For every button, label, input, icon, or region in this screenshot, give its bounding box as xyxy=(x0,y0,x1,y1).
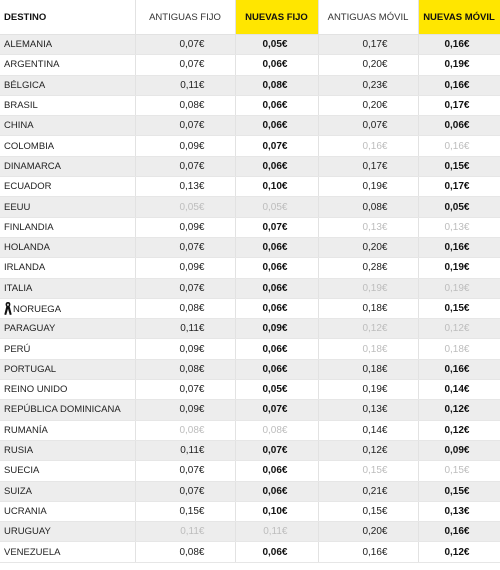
destino-cell xyxy=(0,35,135,55)
nuevas-fijo-cell: 0,05€ xyxy=(235,35,318,55)
nuevas-fijo-cell: 0,05€ xyxy=(235,380,318,400)
antiguas-movil-cell: 0,20€ xyxy=(318,522,418,542)
antiguas-fijo-cell: 0,07€ xyxy=(135,461,235,481)
destino-cell xyxy=(0,197,135,217)
nuevas-movil-cell: 0,17€ xyxy=(418,95,500,115)
table-row xyxy=(0,420,500,440)
table-row xyxy=(0,217,500,237)
antiguas-movil-cell: 0,20€ xyxy=(318,95,418,115)
destino-label: PERÚ xyxy=(4,343,31,355)
table-row xyxy=(0,55,500,75)
nuevas-movil-cell: 0,15€ xyxy=(418,298,500,318)
nuevas-movil-cell: 0,19€ xyxy=(418,55,500,75)
nuevas-fijo-cell: 0,06€ xyxy=(235,258,318,278)
table-row xyxy=(0,258,500,278)
nuevas-fijo-cell: 0,06€ xyxy=(235,95,318,115)
nuevas-movil-cell: 0,16€ xyxy=(418,237,500,257)
destino-cell xyxy=(0,481,135,501)
table-row xyxy=(0,359,500,379)
nuevas-movil-cell: 0,19€ xyxy=(418,258,500,278)
nuevas-fijo-cell: 0,07€ xyxy=(235,440,318,460)
destino-label: HOLANDA xyxy=(4,242,50,254)
antiguas-movil-cell: 0,23€ xyxy=(318,75,418,95)
antiguas-fijo-cell: 0,09€ xyxy=(135,339,235,359)
destino-label: URUGUAY xyxy=(4,526,51,538)
destino-cell xyxy=(0,359,135,379)
nuevas-fijo-cell: 0,07€ xyxy=(235,400,318,420)
table-row xyxy=(0,116,500,136)
antiguas-movil-cell: 0,15€ xyxy=(318,501,418,521)
table-row xyxy=(0,35,500,55)
destino-label: SUECIA xyxy=(4,465,40,477)
destino-label: NORUEGA xyxy=(13,304,62,315)
antiguas-movil-cell: 0,19€ xyxy=(318,380,418,400)
table-row xyxy=(0,522,500,542)
destino-cell xyxy=(0,156,135,176)
destino-cell xyxy=(0,116,135,136)
antiguas-fijo-cell: 0,11€ xyxy=(135,522,235,542)
destino-label: RUMANÍA xyxy=(4,424,48,436)
antiguas-movil-cell: 0,13€ xyxy=(318,217,418,237)
nuevas-fijo-cell: 0,11€ xyxy=(235,522,318,542)
antiguas-fijo-cell: 0,08€ xyxy=(135,359,235,379)
antiguas-movil-cell: 0,12€ xyxy=(318,440,418,460)
antiguas-fijo-cell: 0,07€ xyxy=(135,156,235,176)
destino-cell xyxy=(0,55,135,75)
nuevas-movil-cell: 0,16€ xyxy=(418,75,500,95)
table-row xyxy=(0,298,500,318)
table-body xyxy=(0,35,500,563)
black-ribbon-icon xyxy=(4,302,12,315)
destino-cell xyxy=(0,258,135,278)
nuevas-movil-cell: 0,06€ xyxy=(418,116,500,136)
antiguas-movil-cell: 0,08€ xyxy=(318,197,418,217)
antiguas-fijo-cell: 0,13€ xyxy=(135,177,235,197)
antiguas-movil-cell: 0,17€ xyxy=(318,35,418,55)
antiguas-fijo-cell: 0,11€ xyxy=(135,440,235,460)
nuevas-movil-cell: 0,09€ xyxy=(418,440,500,460)
antiguas-fijo-cell: 0,05€ xyxy=(135,197,235,217)
destino-cell xyxy=(0,95,135,115)
nuevas-fijo-cell: 0,06€ xyxy=(235,481,318,501)
antiguas-fijo-cell: 0,09€ xyxy=(135,217,235,237)
destino-label: COLOMBIA xyxy=(4,140,55,152)
destino-label: ARGENTINA xyxy=(4,59,60,71)
antiguas-movil-cell: 0,21€ xyxy=(318,481,418,501)
destino-cell xyxy=(0,501,135,521)
destino-label: SUIZA xyxy=(4,485,32,497)
destino-label: ALEMANIA xyxy=(4,39,53,51)
destino-cell xyxy=(0,319,135,339)
table-row xyxy=(0,440,500,460)
antiguas-movil-cell: 0,18€ xyxy=(318,359,418,379)
antiguas-movil-cell: 0,18€ xyxy=(318,339,418,359)
nuevas-fijo-cell: 0,06€ xyxy=(235,55,318,75)
antiguas-fijo-cell: 0,08€ xyxy=(135,95,235,115)
antiguas-fijo-cell: 0,09€ xyxy=(135,136,235,156)
table-row xyxy=(0,380,500,400)
nuevas-movil-cell: 0,13€ xyxy=(418,501,500,521)
antiguas-movil-cell: 0,16€ xyxy=(318,136,418,156)
table-row xyxy=(0,319,500,339)
antiguas-fijo-cell: 0,08€ xyxy=(135,420,235,440)
table-row xyxy=(0,136,500,156)
destino-label: PARAGUAY xyxy=(4,323,56,335)
nuevas-fijo-cell: 0,06€ xyxy=(235,339,318,359)
nuevas-fijo-cell: 0,06€ xyxy=(235,237,318,257)
antiguas-movil-cell: 0,13€ xyxy=(318,400,418,420)
antiguas-movil-cell: 0,12€ xyxy=(318,319,418,339)
destino-cell xyxy=(0,440,135,460)
nuevas-fijo-cell: 0,06€ xyxy=(235,542,318,562)
nuevas-fijo-cell: 0,07€ xyxy=(235,136,318,156)
nuevas-fijo-cell: 0,06€ xyxy=(235,156,318,176)
antiguas-movil-cell: 0,14€ xyxy=(318,420,418,440)
table-row xyxy=(0,177,500,197)
table-row xyxy=(0,481,500,501)
header-row xyxy=(0,0,500,35)
nuevas-movil-cell: 0,16€ xyxy=(418,522,500,542)
antiguas-movil-cell: 0,17€ xyxy=(318,156,418,176)
nuevas-fijo-cell: 0,08€ xyxy=(235,75,318,95)
nuevas-movil-cell: 0,15€ xyxy=(418,461,500,481)
destino-label: REPÚBLICA DOMINICANA xyxy=(4,404,121,416)
antiguas-fijo-cell: 0,07€ xyxy=(135,481,235,501)
destino-cell xyxy=(0,542,135,562)
nuevas-fijo-cell: 0,10€ xyxy=(235,177,318,197)
destino-cell xyxy=(0,461,135,481)
table-row xyxy=(0,237,500,257)
antiguas-movil-cell: 0,20€ xyxy=(318,237,418,257)
antiguas-fijo-cell: 0,09€ xyxy=(135,258,235,278)
table-row xyxy=(0,95,500,115)
destino-label: RUSIA xyxy=(4,445,34,457)
destino-label: BRASIL xyxy=(4,100,38,112)
destino-cell xyxy=(0,278,135,298)
table-row xyxy=(0,156,500,176)
antiguas-fijo-cell: 0,07€ xyxy=(135,237,235,257)
antiguas-movil-cell: 0,07€ xyxy=(318,116,418,136)
destino-label: DINAMARCA xyxy=(4,160,62,172)
antiguas-movil-cell: 0,19€ xyxy=(318,278,418,298)
destino-label: CHINA xyxy=(4,120,34,132)
destino-label: BÉLGICA xyxy=(4,79,46,91)
header-nuevas-movil: NUEVAS MÓVIL xyxy=(418,0,500,35)
nuevas-fijo-cell: 0,06€ xyxy=(235,461,318,481)
nuevas-movil-cell: 0,12€ xyxy=(418,420,500,440)
destino-cell xyxy=(0,136,135,156)
nuevas-movil-cell: 0,13€ xyxy=(418,217,500,237)
destino-label: ITALIA xyxy=(4,282,33,294)
nuevas-fijo-cell: 0,10€ xyxy=(235,501,318,521)
nuevas-movil-cell: 0,18€ xyxy=(418,339,500,359)
table-header xyxy=(0,0,500,35)
destino-cell xyxy=(0,400,135,420)
nuevas-movil-cell: 0,05€ xyxy=(418,197,500,217)
antiguas-fijo-cell: 0,11€ xyxy=(135,319,235,339)
nuevas-movil-cell: 0,17€ xyxy=(418,177,500,197)
destino-label: ECUADOR xyxy=(4,181,52,193)
antiguas-movil-cell: 0,18€ xyxy=(318,298,418,318)
destino-label: FINLANDIA xyxy=(4,221,54,233)
destino-label: PORTUGAL xyxy=(4,363,57,375)
nuevas-movil-cell: 0,16€ xyxy=(418,359,500,379)
destino-cell xyxy=(0,237,135,257)
destino-cell xyxy=(0,298,135,318)
nuevas-movil-cell: 0,14€ xyxy=(418,380,500,400)
destino-cell xyxy=(0,75,135,95)
antiguas-fijo-cell: 0,08€ xyxy=(135,542,235,562)
destino-label: VENEZUELA xyxy=(4,546,61,558)
header-antiguas-fijo: ANTIGUAS FIJO xyxy=(135,0,235,35)
nuevas-movil-cell: 0,16€ xyxy=(418,136,500,156)
table-row xyxy=(0,400,500,420)
destino-cell xyxy=(0,177,135,197)
nuevas-fijo-cell: 0,05€ xyxy=(235,197,318,217)
nuevas-movil-cell: 0,12€ xyxy=(418,400,500,420)
antiguas-movil-cell: 0,19€ xyxy=(318,177,418,197)
antiguas-fijo-cell: 0,09€ xyxy=(135,400,235,420)
nuevas-movil-cell: 0,12€ xyxy=(418,542,500,562)
nuevas-movil-cell: 0,12€ xyxy=(418,319,500,339)
nuevas-movil-cell: 0,15€ xyxy=(418,156,500,176)
antiguas-movil-cell: 0,20€ xyxy=(318,55,418,75)
table-row xyxy=(0,278,500,298)
destino-cell xyxy=(0,522,135,542)
table-row xyxy=(0,542,500,562)
destino-cell xyxy=(0,339,135,359)
table-row xyxy=(0,501,500,521)
header-destino: DESTINO xyxy=(0,0,135,35)
table-row xyxy=(0,197,500,217)
nuevas-movil-cell: 0,19€ xyxy=(418,278,500,298)
table-row xyxy=(0,339,500,359)
nuevas-movil-cell: 0,15€ xyxy=(418,481,500,501)
destino-label: UCRANIA xyxy=(4,505,47,517)
antiguas-movil-cell: 0,16€ xyxy=(318,542,418,562)
antiguas-fijo-cell: 0,15€ xyxy=(135,501,235,521)
nuevas-fijo-cell: 0,09€ xyxy=(235,319,318,339)
antiguas-movil-cell: 0,15€ xyxy=(318,461,418,481)
destino-label: EEUU xyxy=(4,201,31,213)
nuevas-fijo-cell: 0,06€ xyxy=(235,278,318,298)
nuevas-movil-cell: 0,16€ xyxy=(418,35,500,55)
antiguas-fijo-cell: 0,07€ xyxy=(135,35,235,55)
antiguas-fijo-cell: 0,11€ xyxy=(135,75,235,95)
header-nuevas-fijo: NUEVAS FIJO xyxy=(235,0,318,35)
antiguas-fijo-cell: 0,08€ xyxy=(135,298,235,318)
nuevas-fijo-cell: 0,08€ xyxy=(235,420,318,440)
nuevas-fijo-cell: 0,06€ xyxy=(235,298,318,318)
antiguas-fijo-cell: 0,07€ xyxy=(135,116,235,136)
destino-label: IRLANDA xyxy=(4,262,46,274)
table-row xyxy=(0,461,500,481)
antiguas-fijo-cell: 0,07€ xyxy=(135,380,235,400)
nuevas-fijo-cell: 0,06€ xyxy=(235,116,318,136)
header-antiguas-movil: ANTIGUAS MÓVIL xyxy=(318,0,418,35)
antiguas-fijo-cell: 0,07€ xyxy=(135,278,235,298)
antiguas-movil-cell: 0,28€ xyxy=(318,258,418,278)
nuevas-fijo-cell: 0,07€ xyxy=(235,217,318,237)
destino-cell xyxy=(0,420,135,440)
nuevas-fijo-cell: 0,06€ xyxy=(235,359,318,379)
table-row xyxy=(0,75,500,95)
antiguas-fijo-cell: 0,07€ xyxy=(135,55,235,75)
destino-cell xyxy=(0,380,135,400)
destino-cell xyxy=(0,217,135,237)
destino-label: REINO UNIDO xyxy=(4,384,68,396)
